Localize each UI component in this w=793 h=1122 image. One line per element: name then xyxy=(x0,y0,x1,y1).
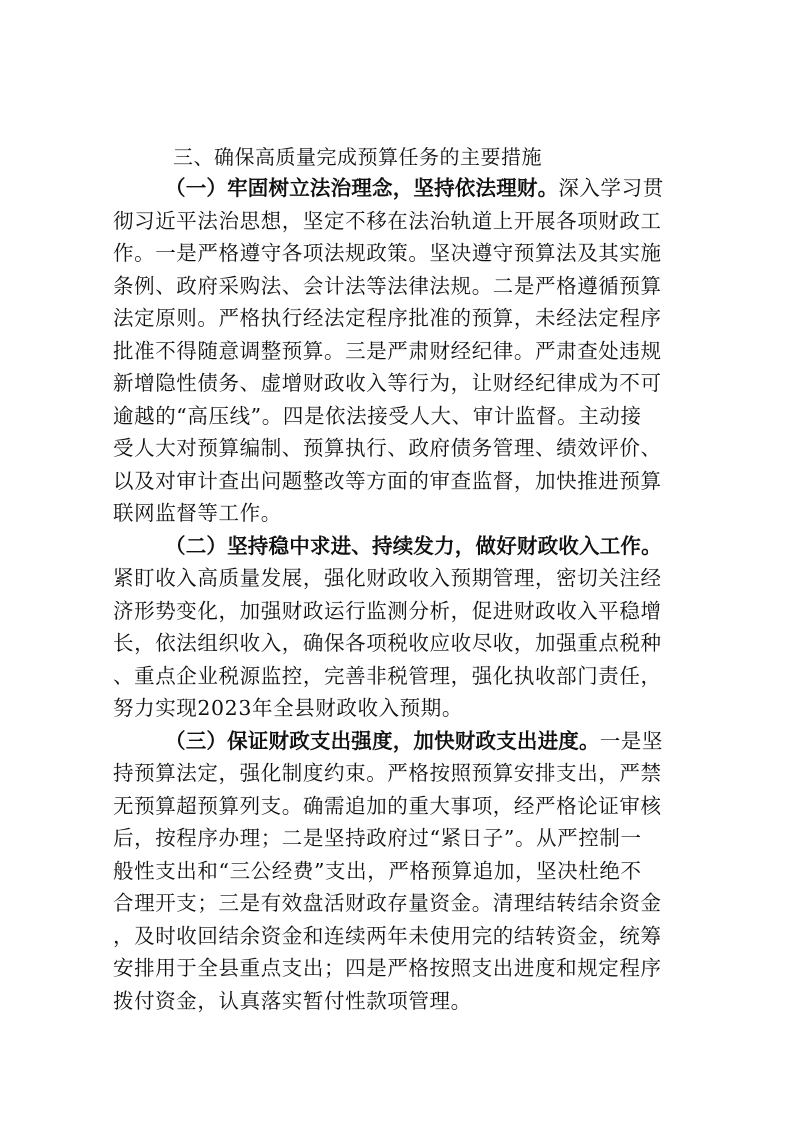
paragraph-line: 彻习近平法治思想，坚定不移在法治轨道上开展各项财政工 xyxy=(113,208,662,233)
paragraph-line: 努力实现2023年全县财政收入预期。 xyxy=(113,696,463,720)
paragraph-line xyxy=(113,172,685,205)
paragraph-line: ，及时收回结余资金和连续两年未使用完的结转资金，统筹 xyxy=(113,923,662,948)
paragraph-line: 、重点企业税源监控，完善非税管理，强化执收部门责任， xyxy=(113,663,662,688)
paragraph-line: 条例、政府采购法、会计法等法律法规。二是严格遵循预算 xyxy=(113,273,662,298)
paragraph-line: 以及对审计查出问题整改等方面的审查监督，加快推进预算 xyxy=(113,468,662,493)
paragraph-line: 批准不得随意调整预算。三是严肃财经纪律。严肃查处违规 xyxy=(113,338,662,363)
paragraph-text: 一是坚 xyxy=(599,728,664,753)
paragraph-line: 联网监督等工作。 xyxy=(113,501,282,525)
paragraph-text: 深入学习贯 xyxy=(558,176,664,200)
section-heading: 三、确保高质量完成预算任务的主要措施 xyxy=(173,145,542,169)
paragraph-line: 法定原则。严格执行经法定程序批准的预算，未经法定程序 xyxy=(113,306,662,330)
paragraph-line: 拨付资金，认真落实暂付性款项管理。 xyxy=(113,988,472,1013)
paragraph-line: 持预算法定，强化制度约束。严格按照预算安排支出，严禁 xyxy=(113,761,662,785)
paragraph-line: 济形势变化，加强财政运行监测分析，促进财政收入平稳增 xyxy=(113,598,662,623)
document-body xyxy=(113,142,685,1017)
subsection-title: （一）牢固树立法治理念，坚持依法理财。 xyxy=(165,176,559,200)
paragraph-line: 新增隐性债务、虚增财政收入等行为，让财经纪律成为不可 xyxy=(113,371,662,395)
paragraph-line: 后，按程序办理；二是坚持政府过“紧日子”。从严控制一 xyxy=(113,826,642,850)
paragraph-line xyxy=(113,530,685,563)
paragraph-line: 合理开支；三是有效盘活财政存量资金。清理结转结余资金 xyxy=(113,891,662,915)
paragraph-line xyxy=(113,725,685,758)
subsection-title: （二）坚持稳中求进、持续发力，做好财政收入工作。 xyxy=(165,533,662,558)
paragraph-line: 作。一是严格遵守各项法规政策。坚决遵守预算法及其实施 xyxy=(113,241,662,265)
paragraph-line: 安排用于全县重点支出；四是严格按照支出进度和规定程序 xyxy=(113,956,662,980)
paragraph-line: 无预算超预算列支。确需追加的重大事项，经严格论证审核 xyxy=(113,793,662,818)
paragraph-line: 般性支出和“三公经费”支出，严格预算追加，坚决杜绝不 xyxy=(113,858,642,883)
paragraph-line: 逾越的“高压线”。四是依法接受人大、审计监督。主动接 xyxy=(113,403,642,428)
subsection-title: （三）保证财政支出强度，加快财政支出进度。 xyxy=(165,728,600,753)
paragraph-line: 受人大对预算编制、预算执行、政府债务管理、绩效评价、 xyxy=(113,436,662,460)
paragraph-line: 紧盯收入高质量发展，强化财政收入预期管理，密切关注经 xyxy=(113,566,662,590)
paragraph-line: 长，依法组织收入，确保各项税收应收尽收，加强重点税种 xyxy=(113,631,662,655)
